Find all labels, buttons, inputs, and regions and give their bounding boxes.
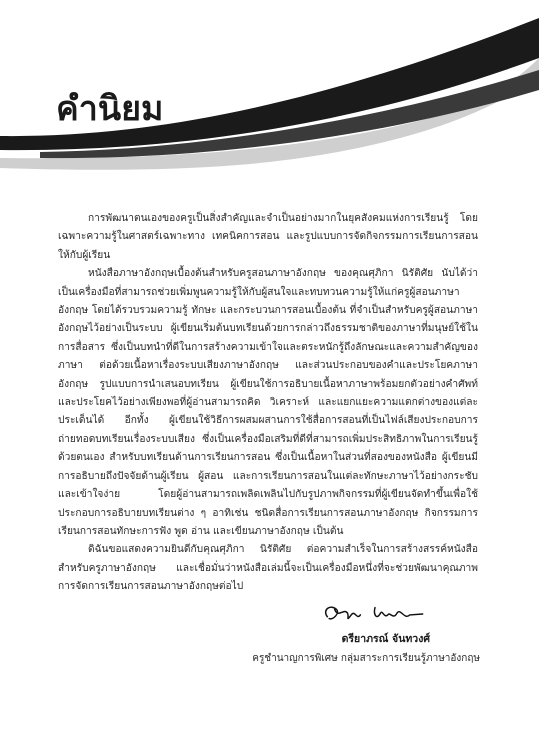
paragraph-3: ดิฉันขอแสดงความยินดีกับคุณศุภิกา นิรัติศัย ต่อความสำเร็จในการสร้างสรรค์หนังสือสำหรับครูภาษาอังกฤษ และเชื่อมั่นว่าหนังสือเล่มนี้จะเป็นเครื่องมือหนึ่งที่จะช่วยพัฒนาคุณภาพการจัดการเรียนการสอนภาษาอังกฤษต่อไป [58,544,478,593]
author-role: ครูชำนาญการพิเศษ กลุ่มสาระการเรียนรู้ภาษาอังกฤษ [252,653,480,664]
author-name: ดรียาภรณ์ จันทวงศ์ [341,633,430,645]
foreword-body [58,210,478,597]
paragraph-2: หนังสือภาษาอังกฤษเบื้องต้นสำหรับครูสอนภาษาอังกฤษ ของคุณศุภิกา นิรัติศัย นับได้ว่าเป็นเครื่องมือที่สามารถช่วยเพิ่มพูนความรู้ให้กับผู้สนใจและทบทวนความรู้ให้แก่ครูผู้สอนภาษาอังกฤษ โดยได้รวบรวมความรู้ ทักษะ และกระบวนการสอนเบื้องต้น ที่จำเป็นสำหรับครูผู้สอนภาษาอังกฤษไว้อย่างเป็นระบบ ผู้เขียนเริ่มต้นบทเรียนด้วยการกล่าวถึงธรรมชาติของภาษาที่มนุษย์ใช้ในการสื่อสาร ซึ่งเป็นบทนำที่ดีในการสร้างความเข้าใจและตระหนักรู้ถึงลักษณะและความสำคัญของภาษา ต่อด้วยเนื้อหาเรื่องระบบเสียงภาษาอังกฤษ และส่วนประกอบของคำและประโยคภาษาอังกฤษ รูปแบบการนำเสนอบทเรียน ผู้เขียนใช้การอธิบายเนื้อหาภาษาพร้อมยกตัวอย่างคำศัพท์และประโยคไว้อย่างเพียงพอที่ผู้อ่านสามารถคิด วิเคราะห์ และแยกแยะความแตกต่างของแต่ละประเด็นได้ อีกทั้ง ผู้เขียนใช้วิธีการผสมผสานการใช้สื่อการสอนที่เป็นไฟล์เสียงประกอบการถ่ายทอดบทเรียนเรื่องระบบเสียง ซึ่งเป็นเครื่องมือเสริมที่ดีที่สามารถเพิ่มประสิทธิภาพในการเรียนรู้ด้วยตนเอง สำหรับบทเรียนด้านการเรียนการสอน ซึ่งเป็นเนื้อหาในส่วนที่สองของหนังสือ ผู้เขียนมีการอธิบายถึงปัจจัยด้านผู้เรียน ผู้สอน และการเรียนการสอนในแต่ละทักษะภาษาไว้อย่างกระชับและเข้าใจง่าย โดยผู้อ่านสามารถเพลิดเพลินไปกับรูปภาพกิจกรรมที่ผู้เขียนจัดทำขึ้นเพื่อใช้ประกอบการอธิบายบทเรียนต่าง ๆ อาทิเช่น ชนิดสื่อการเรียนการสอนภาษาอังกฤษ กิจกรรมการเรียนการสอนทักษะการฟัง พูด อ่าน และเขียนภาษาอังกฤษ เป็นต้น [58,268,478,537]
page-title: คำนิยม [56,89,164,129]
handwritten-signature [320,600,430,628]
paragraph-1: การพัฒนาตนเองของครูเป็นสิ่งสำคัญและจำเป็นอย่างมากในยุคสังคมแห่งการเรียนรู้ โดยเฉพาะความรู้ในศาสตร์เฉพาะทาง เทคนิคการสอน และรูปแบบการจัดกิจกรรมการเรียนการสอนให้กับผู้เรียน [58,213,478,261]
signature-block [240,600,480,666]
